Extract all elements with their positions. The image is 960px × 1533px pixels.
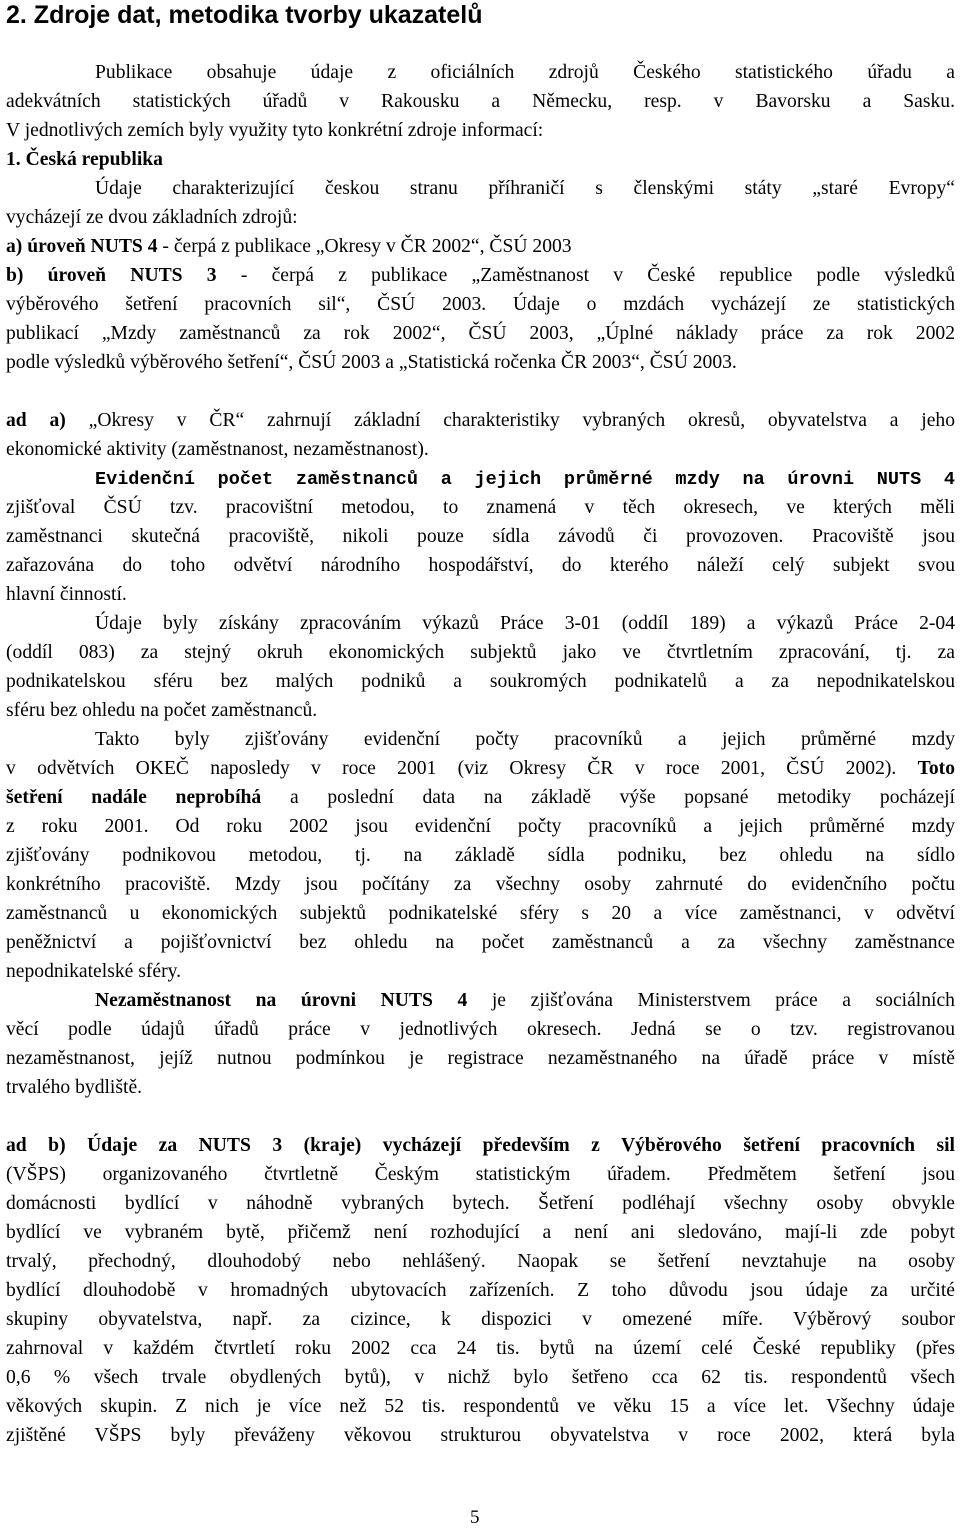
section1-line-1: Údaje charakterizující českou stranu příhraničí s členskými státy „staré Evropy“ (95, 178, 955, 199)
ad-b-line-4: trvalý, přechodný, dlouhodobý nebo nehlášený. Naopak se šetření nevztahuje na osoby (6, 1251, 955, 1272)
unemployment-line-4: trvalého bydliště. (6, 1077, 143, 1098)
ad-b-line-8: 0,6 % všech trvale obydlených bytů), v nichž bylo šetřeno cca 62 tis. respondentů všech (6, 1367, 955, 1388)
okec-para-line-3: šetření nadále neprobíhá a poslední data na základě výše popsané metodiky pocházejí (6, 787, 955, 808)
list-item-b-line-3: publikací „Mzdy zaměstnanců za rok 2002“, ČSÚ 2003, „Úplné náklady práce za rok 2002 (6, 323, 955, 344)
okec-para-line-7: zaměstnanců u ekonomických subjektů podnikatelské sféry s 20 a více zaměstnanci, v odvětví (6, 903, 955, 924)
evidence-heading: Evidenční počet zaměstnanců a jejich průměrné mzdy na úrovni NUTS 4 (95, 469, 955, 490)
data-para-line-3: podnikatelskou sféru bez malých podniků a soukromých podnikatelů a za nepodnikatelskou (6, 671, 955, 692)
data-para-line-2: (oddíl 083) za stejný okruh ekonomických subjektů jako ve čtvrtletním zpracování, tj. za (6, 642, 955, 663)
okec-para-line-2: v odvětvích OKEČ naposledy v roce 2001 (viz Okresy ČR v roce 2001, ČSÚ 2002). Toto (6, 758, 955, 779)
ad-a-line-2: ekonomické aktivity (zaměstnanost, nezaměstnanost). (6, 439, 429, 460)
ad-b-line-5: bydlící dlouhodobě v hromadných ubytovacích zařízeních. Z toho důvodu jsou údaje za určité (6, 1280, 955, 1301)
ad-b-line-6: skupiny obyvatelstva, např. za cizince, k dispozici v omezené míře. Výběrový soubor (6, 1309, 955, 1330)
evidence-line-3: zařazována do toho odvětví národního hospodářství, do kterého náleží celý subjekt svou (6, 555, 955, 576)
section1-line-2: vycházejí ze dvou základních zdrojů: (6, 207, 298, 228)
intro-line-1: Publikace obsahuje údaje z oficiálních zdrojů Českého statistického úřadu a (95, 62, 955, 83)
ad-b-line-2: domácnosti bydlící v náhodně vybraných bytech. Šetření podléhají všechny osoby obvykle (6, 1193, 955, 1214)
ad-b-line-7: zahrnoval v každém čtvrtletí roku 2002 cca 24 tis. bytů na území celé České republiky (přes (6, 1338, 955, 1359)
evidence-line-1: zjišťoval ČSÚ tzv. pracovištní metodou, to znamená v těch okresech, ve kterých měli (6, 497, 955, 518)
okec-para-line-8: peněžnictví a pojišťovnictví bez ohledu na počet zaměstnanců a za všechny zaměstnance (6, 932, 955, 953)
ad-b-line-10: zjištěné VŠPS byly převáženy věkovou strukturou obyvatelstva v roce 2002, která byla (6, 1425, 955, 1446)
evidence-line-2: zaměstnanci skutečná pracoviště, nikoli pouze sídla závodů či provozoven. Pracoviště jsou (6, 526, 955, 547)
okec-para-line-6: konkrétního pracoviště. Mzdy jsou počítány za všechny osoby zahrnuté do evidenčního počtu (6, 874, 955, 895)
list-item-a: a) úroveň NUTS 4 - čerpá z publikace „Okresy v ČR 2002“, ČSÚ 2003 (6, 236, 572, 257)
ad-b-heading: ad b) Údaje za NUTS 3 (kraje) vycházejí především z Výběrového šetření pracovních sil (6, 1135, 955, 1156)
unemployment-line-3: nezaměstnanost, jejíž nutnou podmínkou je registrace nezaměstnaného na úřadě práce v místě (6, 1048, 955, 1069)
data-para-line-4: sféru bez ohledu na počet zaměstnanců. (6, 700, 318, 721)
ad-b-line-3: bydlící ve vybraném bytě, přičemž není rozhodující a není ani sledováno, mají-li zde pobyt (6, 1222, 955, 1243)
subsection-title: 1. Česká republika (6, 149, 163, 170)
list-item-b-label: b) úroveň NUTS 3 (6, 265, 217, 286)
okec-para-line-4: z roku 2001. Od roku 2002 jsou evidenční počty pracovníků a jejich průměrné mzdy (6, 816, 955, 837)
ad-a-line-1: ad a) „Okresy v ČR“ zahrnují základní charakteristiky vybraných okresů, obyvatelstva a jeho (6, 410, 955, 431)
page-number: 5 (470, 1507, 480, 1528)
list-item-b: b) úroveň NUTS 3 - čerpá z publikace „Zaměstnanost v České republice podle výsledků (6, 265, 955, 286)
data-para-line-1: Údaje byly získány zpracováním výkazů Práce 3-01 (oddíl 189) a výkazů Práce 2-04 (95, 613, 955, 634)
unemployment-line-1: Nezaměstnanost na úrovni NUTS 4 je zjišťována Ministerstvem práce a sociálních (95, 990, 955, 1011)
ad-a-label: ad a) (6, 410, 66, 431)
intro-line-3: V jednotlivých zemích byly využity tyto konkrétní zdroje informací: (6, 120, 544, 141)
evidence-line-4: hlavní činností. (6, 584, 127, 605)
intro-line-2: adekvátních statistických úřadů v Rakousku a Německu, resp. v Bavorsku a Sasku. (6, 91, 955, 112)
ad-b-line-9: věkových skupin. Z nich je více než 52 tis. respondentů ve věku 15 a více let. Všechny údaje (6, 1396, 955, 1417)
section-heading: 2. Zdroje dat, metodika tvorby ukazatelů (6, 1, 483, 29)
okec-para-line-5: zjišťovány podnikovou metodou, tj. na základě sídla podniku, bez ohledu na sídlo (6, 845, 955, 866)
list-item-b-line-4: podle výsledků výběrového šetření“, ČSÚ 2003 a „Statistická ročenka ČR 2003“, ČSÚ 2003. (6, 352, 737, 373)
okec-para-line-9: nepodnikatelské sféry. (6, 961, 182, 982)
list-item-b-line-2: výběrového šetření pracovních sil“, ČSÚ 2003. Údaje o mzdách vycházejí ze statistických (6, 294, 955, 315)
ad-b-line-1: (VŠPS) organizovaného čtvrtletně Českým statistickým úřadem. Předmětem šetření jsou (6, 1164, 955, 1185)
okec-para-line-1: Takto byly zjišťovány evidenční počty pracovníků a jejich průměrné mzdy (95, 729, 955, 750)
list-item-a-label: a) úroveň NUTS 4 (6, 236, 158, 257)
unemployment-line-2: věcí podle údajů úřadů práce v jednotlivých okresech. Jedná se o tzv. registrovanou (6, 1019, 955, 1040)
